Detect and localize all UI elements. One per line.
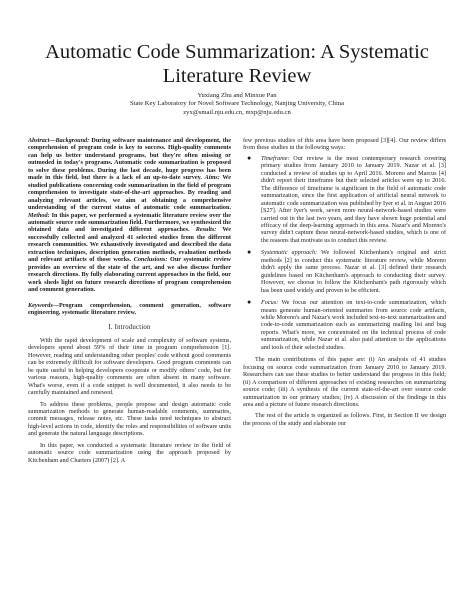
abstract-method-text: In this paper, we performed a systematic literature review over the automatic source code summarization field. Furthermore, we synthesized the obtained data and investigated different approaches. <box>28 211 231 234</box>
abstract <box>28 137 231 294</box>
bullet-icon: ● <box>247 153 252 162</box>
abstract-label: Abstract—Background: <box>28 137 90 144</box>
list-item-timeframe <box>243 155 446 244</box>
section-heading-introduction: I. Introduction <box>108 324 151 332</box>
abstract-background-text: During software maintenance and development, the comprehension of program code is key to success. High-quality comments can help us better understand programs, but they're often missing or outmoded in today's programs. Automatic code summarization is proposed to solve these problems. During the last decade, huge progress has been made in this field, but there is a lack of an up-to-date survey. <box>28 137 231 182</box>
list-item-text: We focus our attention on text-to-code summarization, which means generate human-oriented summaries from source code artifacts, while Moreno's and Nazar's work included text-to-text summarization and code-to-code summarization such as summarizing mailing list and bug reports. What's more, we concentrated on the technical process of code summarization, while Nazar et al. also paid attention to the applications and tools of their selected studies. <box>261 299 446 351</box>
bullet-icon: ● <box>247 248 252 257</box>
author-names: Yuxiang Zhu and Minxue Pan <box>197 92 277 99</box>
differences-list <box>243 155 446 351</box>
list-item-label: Systematic approach: <box>261 249 318 257</box>
intro-paragraph-3: In this paper, we conducted a systematic literature review in the field of automatic source code summarization using the approach proposed by Kitchenham and Charters (2007) [2]. A <box>28 441 231 464</box>
contributions-paragraph: The main contributions of this paper are: (i) An analysis of 41 studies focusing on source code summarization from January 2010 to January 2019. Researchers can use these studies to better understand the progress in this field; (ii) A comparison of different approaches of existing researches on summarizing source code; (iii) A synthesis of the current state-of-the-art over source code summarization in our primary studies; (iv) A discussion of the findings in this area and a picture of future research directions. <box>243 356 446 408</box>
paper-title: Automatic Code Summarization: A Systematic Literature Review <box>45 41 429 87</box>
list-item-label: Timeframe: <box>261 154 290 162</box>
intro-paragraph-1: With the rapid development of scale and complexity of software systems, developers spend about 59% of their time in program comprehension [1]. However, reading and understanding other peoples' code without good comments can be extremely difficult for software developers. Good program comments can be quite useful in helping developers cooperate or modify others' code, but for various reasons, high-quality comments are often absent in many software. What's worse, even if a code snippet is well documented, it also needs to be carefully maintained and renewed. <box>28 336 231 397</box>
abstract-conclusions-label: Conclusions: <box>133 256 168 264</box>
intro-paragraph-3-continued: few previous studies of this area have been proposed [3][4]. Our review differs from these studies in the following ways: <box>243 137 446 152</box>
keywords-text: Program comprehension, comment generation, software engineering, systematic literature review. <box>28 301 231 316</box>
list-item-text: Our review is the most contemporary research covering primary studies from January 2010 to January 2019. Nazar et al. [3] conducted a review of studies up to April 2016. Moreno and Marcus [4] didn't report their timeframe but their selected articles were up to 2016. The difference of timeframe is significant in the field of automatic code summarization, since the first application of artificial neural network to automatic code summarization was published by Iyer et al. in August 2016 [S27]. After Iyer's work, seven more neural-network-based studies were carried out in the last two years, and they have shown huge potential and efficacy of the deep-learning approach in this area. Nazar's and Moreno's survey didn't capture these neural-network-based studies, which is one of the reasons that motivate us to conduct this review. <box>261 154 446 244</box>
author-block <box>20 92 454 117</box>
keywords <box>28 302 231 317</box>
abstract-conclusions-text: Our systematic review provides an overview of the state of the art, and we also discuss further research directions. By fully elaborating current approaches in the field, our work sheds light on future research directions of program comprehension and comment generation. <box>28 256 231 294</box>
abstract-aims-text: We studied publications concerning code summarization in the field of program comprehension to investigate state-of-the-art approaches. By reading and analyzing relevant articles, we aim at obtaining a comprehensive understanding of the current status of automatic code summarization. <box>28 174 231 212</box>
list-item-systematic-approach <box>243 249 446 294</box>
abstract-results-label: Results: <box>195 226 217 234</box>
list-item-text: We followed Kitchenham's original and strict methods [2] to conduct this systematic literature review, while Moreno didn't apply the same process. Nazar et al. [3] defined their research guidelines based on Kitchenham's approach to conducting their survey. However, we choose to follow the Kitchenham's path rigorously which has been used widely and proven to be efficient. <box>261 249 446 294</box>
abstract-results-text: We successfully collected and analyzed 41 selected studies from the different research communities. We exhaustively investigated and described the data extraction techniques, description generation methods, evaluation methods and relevant artifacts of those works. <box>28 226 231 264</box>
bullet-icon: ● <box>247 298 252 307</box>
author-affiliation: State Key Laboratory for Novel Software Technology, Nanjing University, China <box>129 100 345 108</box>
abstract-method-label: Method: <box>28 211 50 219</box>
list-item-focus <box>243 299 446 351</box>
intro-paragraph-2: To address these problems, people propose and design automatic code summarization methods to generate human-readable comments, summaries, commit messages, release notes, etc. These tasks need techniques to abstract high-level actions in code, identify the roles and responsibilities of software units and generate the natural language descriptions. <box>28 400 231 438</box>
organization-paragraph: The rest of the article is organized as follows. First, in Section II we design the process of the study and elaborate our <box>243 412 446 427</box>
left-column <box>28 137 231 464</box>
abstract-aims-label: Aims: <box>204 174 220 182</box>
list-item-label: Focus: <box>261 299 279 307</box>
keywords-label: Keywords— <box>28 301 59 309</box>
author-emails: zyx@smail.nju.edu.cn, mxp@nju.edu.cn <box>183 108 291 116</box>
right-column <box>243 137 446 427</box>
